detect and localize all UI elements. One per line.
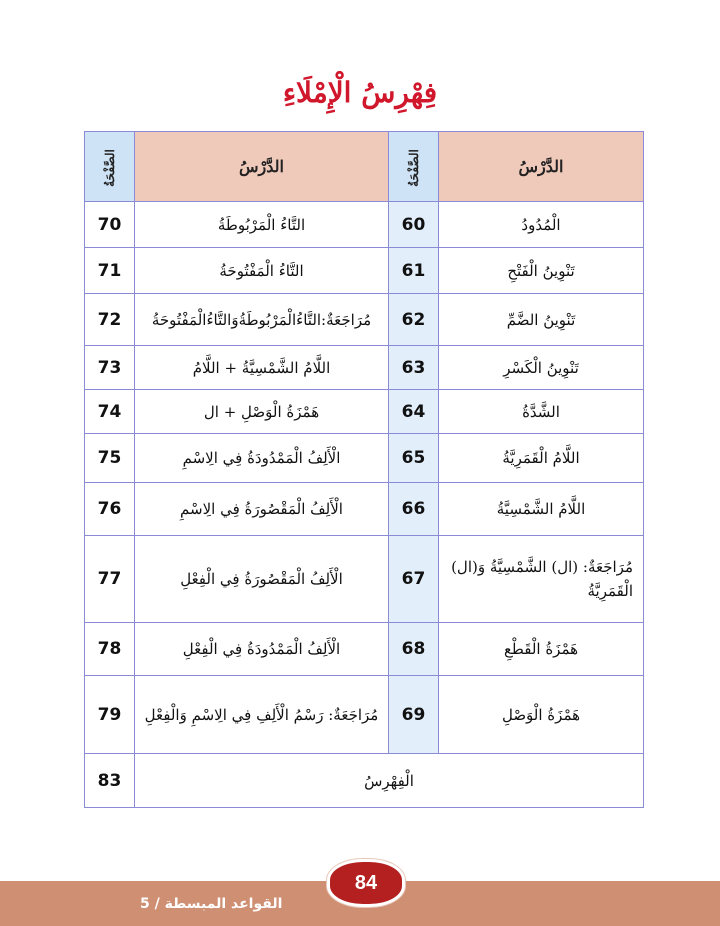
page-number-cell: 66 xyxy=(389,482,439,535)
header-lesson-left: الدَّرْسُ xyxy=(135,132,389,202)
table-row-index xyxy=(85,754,644,808)
table-row xyxy=(85,390,644,434)
table-row xyxy=(85,248,644,294)
page-number-cell: 62 xyxy=(389,294,439,346)
page-number-cell: 72 xyxy=(85,294,135,346)
lesson-cell: هَمْزَةُ الْقَطْعِ xyxy=(439,622,644,675)
table-row xyxy=(85,202,644,248)
lesson-cell: اللَّامُ الْقَمَرِيَّةُ xyxy=(439,434,644,482)
book-title: القواعد المبسطة / 5 xyxy=(140,896,283,912)
table-row xyxy=(85,434,644,482)
lesson-cell: هَمْزَةُ الْوَصْلِ + ال xyxy=(135,390,389,434)
page-number-cell: 79 xyxy=(85,676,135,754)
page-number-cell: 74 xyxy=(85,390,135,434)
lesson-cell: تَنْوِينُ الْفَتْحِ xyxy=(439,248,644,294)
header-lesson-right: الدَّرْسُ xyxy=(439,132,644,202)
page-number-cell: 77 xyxy=(85,535,135,622)
page-number-cell: 78 xyxy=(85,622,135,675)
page-number-cell: 61 xyxy=(389,248,439,294)
page-number-cell: 70 xyxy=(85,202,135,248)
lesson-cell: التَّاءُ الْمَرْبُوطَةُ xyxy=(135,202,389,248)
index-table xyxy=(84,131,644,808)
lesson-cell: الْأَلِفُ الْمَمْدُودَةُ فِي الْفِعْلِ xyxy=(135,622,389,675)
lesson-cell: التَّاءُ الْمَفْتُوحَةُ xyxy=(135,248,389,294)
page-number-cell: 71 xyxy=(85,248,135,294)
page-number-cell: 69 xyxy=(389,676,439,754)
page-number-cell: 75 xyxy=(85,434,135,482)
table-row xyxy=(85,535,644,622)
header-page-right-label: الصَّفْحَةُ xyxy=(406,149,421,187)
table-row xyxy=(85,676,644,754)
lesson-cell: مُرَاجَعَةٌ:التَّاءُالْمَرْبُوطَةُوَالتَّاءُالْمَفْتُوحَةُ xyxy=(135,294,389,346)
lesson-cell: مُرَاجَعَةٌ: (ال) الشَّمْسِيَّةُ وَ(ال) الْقَمَرِيَّةُ xyxy=(439,535,644,622)
table-row xyxy=(85,622,644,675)
page-number-badge: 84 xyxy=(327,859,405,907)
page-number-cell: 73 xyxy=(85,346,135,390)
lesson-cell: الْأَلِفُ الْمَمْدُودَةُ فِي الِاسْمِ xyxy=(135,434,389,482)
table-row xyxy=(85,294,644,346)
page-number-cell: 64 xyxy=(389,390,439,434)
table-row xyxy=(85,346,644,390)
lesson-cell: الشَّدَّةُ xyxy=(439,390,644,434)
lesson-cell: تَنْوِينُ الْكَسْرِ xyxy=(439,346,644,390)
page-number-cell: 60 xyxy=(389,202,439,248)
header-page-left xyxy=(85,132,135,202)
header-page-left-label: الصَّفْحَةُ xyxy=(102,149,117,187)
lesson-cell: اللَّامُ الشَّمْسِيَّةُ + اللَّامُ xyxy=(135,346,389,390)
table-row xyxy=(85,482,644,535)
page-number-cell: 68 xyxy=(389,622,439,675)
lesson-cell: الْمُدُودُ xyxy=(439,202,644,248)
page-number-cell: 65 xyxy=(389,434,439,482)
lesson-cell: اللَّامُ الشَّمْسِيَّةُ xyxy=(439,482,644,535)
page-number-cell: 63 xyxy=(389,346,439,390)
lesson-cell: هَمْزَةُ الْوَصْلِ xyxy=(439,676,644,754)
page-title: فِهْرِسُ الْإِمْلَاءِ xyxy=(282,76,438,109)
page-number-cell: 76 xyxy=(85,482,135,535)
lesson-cell: الْفِهْرِسُ xyxy=(135,754,644,808)
lesson-cell: الْأَلِفُ الْمَقْصُورَةُ فِي الِاسْمِ xyxy=(135,482,389,535)
page-number-cell: 67 xyxy=(389,535,439,622)
table-header-row xyxy=(85,132,644,202)
header-page-right xyxy=(389,132,439,202)
lesson-cell: تَنْوِينُ الضَّمِّ xyxy=(439,294,644,346)
lesson-cell: مُرَاجَعَةٌ: رَسْمُ الْأَلِفِ فِي الِاسْمِ وَالْفِعْلِ xyxy=(135,676,389,754)
lesson-cell: الْأَلِفُ الْمَقْصُورَةُ فِي الْفِعْلِ xyxy=(135,535,389,622)
page-number-cell: 83 xyxy=(85,754,135,808)
